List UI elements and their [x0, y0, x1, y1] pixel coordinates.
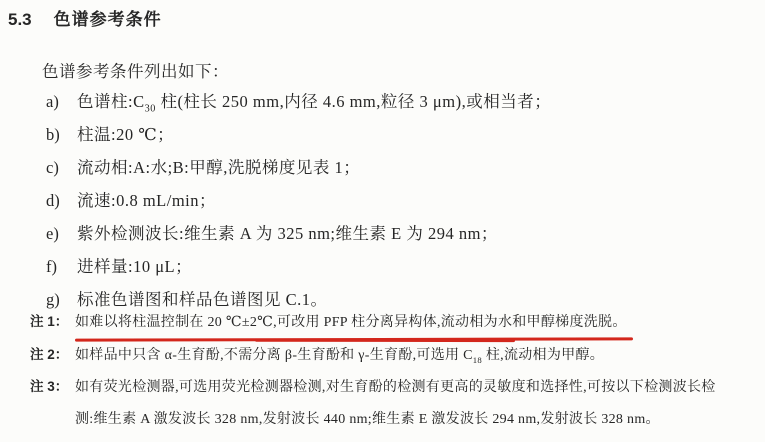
item-text: 色谱柱$:C_{30}$ 柱(柱长 250 mm,内径 4.6 mm,粒径 3 μm),或相当者；: [77, 92, 552, 115]
list-item-f: [0, 250, 765, 283]
note-3: [0, 371, 765, 404]
item-text: 柱温:20 ℃；: [77, 125, 175, 144]
list-item-a: [0, 85, 765, 118]
section-title: 色谱参考条件: [53, 10, 162, 29]
note-3-continuation: [0, 404, 765, 437]
item-label: d): [46, 191, 60, 210]
section-number: 5.3: [8, 10, 32, 29]
item-label: a): [46, 92, 59, 111]
item-text: 流动相:A:水;B:甲醇,洗脱梯度见表 1；: [77, 158, 361, 177]
list-item-c: [0, 151, 765, 184]
section-heading: [8, 5, 162, 30]
item-text: 进样量:10 μL；: [77, 257, 193, 276]
item-label: c): [46, 158, 59, 177]
item-label: e): [46, 224, 59, 243]
note-label: 注 3：: [30, 379, 69, 394]
subscript: 18: [472, 354, 483, 365]
note-text: 如有荧光检测器,可选用荧光检测器检测,对生育酚的检测有更高的灵敏度和选择性,可按以下检测波长检: [75, 380, 716, 395]
note-1: [0, 306, 765, 339]
item-label: b): [46, 125, 60, 144]
subscript: 30: [144, 103, 156, 115]
notes-block: [0, 306, 765, 436]
item-text: 流速:0.8 mL/min；: [77, 191, 216, 210]
list-item-d: [0, 184, 765, 217]
note-text: 测:维生素 A 激发波长 328 nm,发射波长 440 nm;维生素 E 激发波长 294 nm,发射波长 328 nm。: [75, 411, 660, 427]
note-label: 注 1：: [30, 314, 69, 329]
note-text: 如样品中只含 α-生育酚,不需分离 β-生育酚和 γ-生育酚,可选用 $C_{18}$ 柱,流动相为甲醇。: [75, 347, 605, 365]
item-text: 标准色谱图和样品色谱图见 C.1。: [77, 290, 328, 309]
note-text: 如难以将柱温控制在 20 ℃±2℃,可改用 PFP 柱分离异构体,流动相为水和甲醇梯度洗脱。: [75, 315, 627, 330]
item-label: f): [46, 257, 57, 276]
intro-line: 色谱参考条件列出如下：: [42, 62, 229, 81]
item-label: g): [46, 290, 60, 309]
note-2: [0, 339, 765, 372]
list-item-e: [0, 217, 765, 250]
condition-list: [0, 85, 765, 316]
item-text: 紫外检测波长:维生素 A 为 325 nm;维生素 E 为 294 nm；: [77, 224, 498, 243]
note-label: 注 2：: [30, 346, 69, 362]
list-item-b: [0, 118, 765, 151]
